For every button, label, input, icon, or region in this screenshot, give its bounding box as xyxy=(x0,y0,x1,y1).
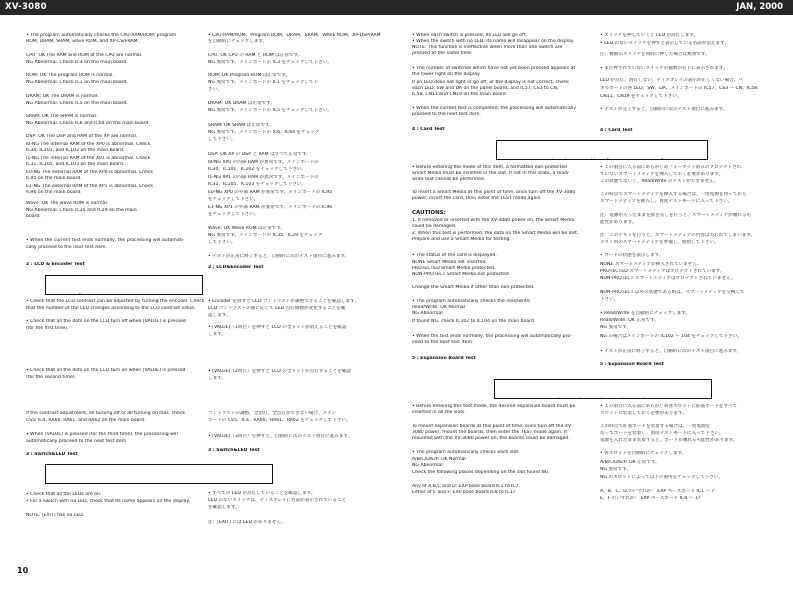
body-line: ネルボードの各 LED、SW、DA、メインボードの IC57、CS3 ～ CN、IC58、 xyxy=(600,86,762,91)
result-line: I0-NG XP0 の内部 RAM が異常です。メインボードの xyxy=(208,160,319,165)
body-line: NON-PROTECT スマートメディアはプロテクトされていません。 xyxy=(600,276,736,281)
body-line: • For a switch with no LED, check that its name appears on the display. xyxy=(26,499,190,504)
body-line: NG Abnormal xyxy=(412,311,443,316)
body-line: A、B、C、D のいずれか： EXP ベースボード IC1 ～ 7 xyxy=(600,489,715,494)
body-line: NON-PROTECT 以外の状態である時は、スマートメディアを交換して xyxy=(600,290,745,295)
section-title: 4 : Card Test xyxy=(600,128,633,133)
body-line: • Encoder を回すと LCD コントラストが調整できることを確認します。 xyxy=(208,299,359,304)
body-line: この状態でないと、Read/Write のテストができません。 xyxy=(600,179,719,184)
result-line: NG Abnormal. Check IC35 and IC29 on the main xyxy=(26,208,137,213)
body-line: • すべての LED が点灯していることを確認します。 xyxy=(208,491,316,496)
body-line: • LED のないスイッチを押すと表示している名前が消えます。 xyxy=(600,41,729,46)
result-line: I1-NG XP1 の内部 RAM が異常です。メインボードの xyxy=(208,175,319,180)
section-title: 3 : Switch&LED Test xyxy=(208,448,260,453)
body-line: To mount expansion boards at this point of time, once turn off the XV- xyxy=(412,424,573,429)
result-line: して下さい。 xyxy=(208,240,236,245)
result-line: E0-NG XP0 の外部 RAM が異常です。メインボードの IC95 xyxy=(208,190,333,195)
body-line: • The program automatically checks the read/write. xyxy=(412,299,532,304)
body-line: mounted with the XV-3080 power on, the boards could be damaged. xyxy=(412,436,570,441)
result-line: DSP: OK XP の DSP と RAM はすべて正常です。 xyxy=(208,152,311,157)
result-line: NG 異常です。メインボードの IC5 をチェックして下さい。 xyxy=(208,108,332,113)
body-line: If an LED does not light or go off, or the display is not correct, check xyxy=(412,80,569,85)
body-line: • When the test ends normally, the processing will automatically pro- xyxy=(412,334,572,339)
body-line: inserted in all the slots. xyxy=(412,410,466,415)
body-line: • テストが正常に終了すると、自動的に次のテスト項目に進みます。 xyxy=(600,349,742,354)
body-line: • Check that all the dots on the LCD turn on when [VALUE] is pressed xyxy=(26,368,186,373)
body-line: LCD コントラストの値に応じて LED 点灯個数が変化することを確 xyxy=(208,306,346,311)
body-line: • The number of switches which have not yet been pressed appears at xyxy=(412,66,576,71)
body-line: write test cannot be performed. xyxy=(412,177,486,182)
result-line: をチェックして下さい。 xyxy=(208,197,259,202)
body-line: NONE スマートメディアが挿入されていません。 xyxy=(600,262,702,267)
result-line: DSP: OK The DSP and RAM of the XP are normal. xyxy=(26,134,138,139)
result-line: をチェックして下さい。 xyxy=(208,212,259,217)
result-line: IC31、IC105、IC103 をチェックして下さい。 xyxy=(208,182,307,187)
body-line: NG の場合はメインボードの IC102 ～ 104 をチェックして下さい。 xyxy=(600,334,742,339)
body-line: NOTE: [EXIT] has no LED. xyxy=(26,513,85,518)
body-line: If the contrast adjustment, all turning off or all turning on fails, check xyxy=(26,411,186,416)
result-line: CPU: OK CPU の RAM と ROM は正常です。 xyxy=(208,53,303,58)
page-number: 10 xyxy=(17,566,29,575)
body-line: NG 異常です。 xyxy=(600,325,632,330)
result-line: さい。 xyxy=(208,87,222,92)
body-line: NG Abnormal xyxy=(412,463,443,468)
body-line: A/B/C/D/E/F: OK 正常です。 xyxy=(600,460,660,465)
body-line: この時点でスマートメディアを挿入する場合は、一度電源を切ってから xyxy=(600,192,747,197)
lcd-display xyxy=(494,379,712,399)
body-line: • Check that all the LEDs are on. xyxy=(26,492,102,497)
body-line: • Check that the LCD contrast can be adjusted by turning the encoder. Check xyxy=(26,299,205,304)
cautions-heading: CAUTIONS: xyxy=(412,210,446,216)
body-line: Change the Smart Media if other than non-protected. xyxy=(412,285,535,290)
body-line: Read/Write: OK 正常です。 xyxy=(600,318,659,323)
body-line: A/B/C/D/E/F: OK Normal xyxy=(412,457,466,462)
body-line: スマートメディアを挿入し、再度テストモードに入って下さい。 xyxy=(600,199,733,204)
header-bar xyxy=(0,0,793,15)
result-line: Wave: OK The wave ROM is normal. xyxy=(26,201,109,206)
result-line: E1-NG The external RAM of the XP1 is abnormal. Check xyxy=(26,184,154,189)
body-line: • 各スロットを自動的にチェックします。 xyxy=(600,451,687,456)
body-line: します。 xyxy=(208,376,227,381)
body-line: • この項目に入る前にあらかじめフォーマット済みのプロテクトされ xyxy=(600,165,742,170)
result-line: IC31, IC105, and IC103 on the main board. xyxy=(26,162,125,167)
body-line: automatically proceed to the next test item. xyxy=(26,439,128,444)
body-line: • Before entering this test mode, the desired expansion board must be xyxy=(412,404,576,409)
body-line: • The status of the card is displayed. xyxy=(412,253,497,258)
body-line: power, insert the card, then enter the TEST mode again. xyxy=(412,196,542,201)
body-line: 電源を入れたまま装着すると、ボードが壊れる可能性があります。 xyxy=(600,438,738,443)
body-line: NG のスロットによって以下の箇所をチェックして下さい。 xyxy=(600,475,724,480)
result-line: NG Abnormal. Check IC5 on the main board. xyxy=(26,101,128,106)
section-title: 5 : Expansion Board Test xyxy=(600,362,664,367)
body-line: cally proceed to the next test item. xyxy=(26,245,107,250)
body-line: 1. If removed or inserted with the XV-3080 power on, the Smart Media xyxy=(412,218,575,223)
body-line: PROTECTED Smart Media protected. xyxy=(412,266,496,271)
body-line: コントラストの調整、全消灯、全点灯ができない場合、メイン xyxy=(208,411,337,416)
result-line: I0-NG The internal RAM of the XP0 is abnormal. Check xyxy=(26,142,151,147)
intro-line: • The program automatically checks the CPU-RAM/ROM, program xyxy=(26,33,177,38)
body-line: • テストが完了すると、自動的に次のテスト項目に進みます。 xyxy=(600,107,728,112)
model-name: XV-3080 xyxy=(5,2,47,12)
result-line: SRAM: OK SRAM は正常です。 xyxy=(208,123,274,128)
body-line: • Read/Write を自動的にチェックします。 xyxy=(600,311,691,316)
result-line: NG Abnormal. Check IC1 on the main board. xyxy=(26,80,128,85)
result-line: E0-NG The external RAM of the XP0 is abnormal. Check xyxy=(26,170,154,175)
body-line: ceed to the next test item. xyxy=(412,340,474,345)
body-line: • [VALUE]（3回目）を押すと、自動的に次のテスト項目に進みます。 xyxy=(208,434,353,439)
result-line: NG Abnormal. Check IC6 and IC64 on the main board. xyxy=(26,121,150,126)
body-line: E、F のいずれか： EXP ベースボード IC8 ～ 17 xyxy=(600,496,701,501)
result-line: DRAM: OK DRAM は正常です。 xyxy=(208,101,276,106)
body-line: • When [VALUE] is pressed (for the third time), the processing will xyxy=(26,432,178,437)
lcd-display xyxy=(496,140,708,160)
body-line: IC58, CN11 and CN19 on the main board. xyxy=(412,92,508,97)
body-line: each LED, SW and DA on the panel board, and IC57, CS3 to CN, xyxy=(412,86,559,91)
result-line: E1-NG XP1 の外部 RAM が異常です。メインボードの IC96 xyxy=(208,205,333,210)
body-line: Check the following places depending on the slot found NG. xyxy=(412,470,550,475)
body-line: します。 xyxy=(208,332,227,337)
body-line: 能性があります。 xyxy=(600,220,637,225)
body-line: the lower right on the display. xyxy=(412,72,481,77)
body-line: を確認します。 xyxy=(208,505,240,510)
lcd-line xyxy=(49,293,199,295)
body-line: pressed at the same time. xyxy=(412,51,473,56)
body-line: ていないスマートメディアを挿入しておく必要があります。 xyxy=(600,172,724,177)
result-line: CPU: OK The RAM and ROM of the CPU are normal. xyxy=(26,53,143,58)
body-line: LED が点灯、消灯しない、ディスプレイの表示が正しくない場合、パ xyxy=(600,78,743,83)
result-line: SRAM: OK The SRAM is normal. xyxy=(26,114,98,119)
intro-line: ROM, DRAM, SRAM, wave ROM, and XP-CS/FRAM. xyxy=(26,39,139,44)
result-line: して下さい。 xyxy=(208,137,236,142)
section-title: 2 : LCD&Encoder Test xyxy=(208,265,264,270)
body-line: NON-PROTECT Smart Media not protected. xyxy=(412,272,511,277)
result-line: NG 異常です。メインボードの IC35、IC29 をチェック xyxy=(208,233,323,238)
body-line: Read/Write: OK Normal xyxy=(412,305,465,310)
result-line: IC96 on the main board. xyxy=(26,190,82,195)
body-line: (for the first time). xyxy=(26,326,69,331)
intro-line: • CPU-RAM/ROM、Program ROM、DRAM、SRAM、WAVE ROM、XP-DSP/RAM xyxy=(208,33,381,38)
body-line: 注：複数のスイッチを同時に押した場合は無効です。 xyxy=(600,52,710,57)
result-line: NG 異常です。メインボードの IC6、IC64 をチェック xyxy=(208,130,320,135)
body-line: LED のないスイッチは、ディスプレイに名前が表示されていること xyxy=(208,498,347,503)
body-line: NONE Smart Media not inserted. xyxy=(412,260,487,265)
body-line: CS5, IC4, RA60, RA61, and RA62 on the main board. xyxy=(26,418,146,423)
body-line: • まだ押されていないスイッチの個数が右下に表示されます。 xyxy=(600,66,728,71)
body-line: 注：[EXIT] には LED がありません。 xyxy=(208,520,286,525)
result-line: NG 異常です。メインボードの IC3 をチェックして下さい。 xyxy=(208,60,332,65)
body-line: proceed to the next test item. xyxy=(412,112,481,117)
body-line: To insert a Smart Media at this point of time, once turn off the XV-3080 xyxy=(412,190,576,195)
section-title: 3 : Switch&LED Test xyxy=(26,452,78,457)
body-line: • When the current test is completed, the processing will automatically xyxy=(412,106,577,111)
body-line: • スイッチを押していくと LED が消灯します。 xyxy=(600,33,699,38)
body-line: • テストが正常に終了すると、自動的に次のテスト項目に進みます。 xyxy=(208,254,350,259)
result-line: NG 異常です。メインボードの IC1 をチェックして下 xyxy=(208,80,319,85)
body-line: • When each switch is pressed, its LED will go off. xyxy=(412,33,527,38)
body-line: スロットに装着しておく必要があります。 xyxy=(600,411,687,416)
result-line: ROM: OK Program ROM は正常です。 xyxy=(208,73,291,78)
lcd-display xyxy=(45,275,203,295)
result-line: IC30、IC101、IC102 をチェックして下さい。 xyxy=(208,167,307,172)
body-line: • カードの状態を表示します。 xyxy=(600,253,664,258)
result-line: IC95 on the main board. xyxy=(26,176,82,181)
body-line: • Before entering the mode of this item, a formatted non-protected xyxy=(412,165,568,170)
result-line: Wave: OK Wave ROM は正常です。 xyxy=(208,226,286,231)
lcd-line xyxy=(498,397,708,399)
result-line: DRAM: OK The DRAM is normal. xyxy=(26,94,99,99)
result-line: ROM: OK The program ROM is normal. xyxy=(26,73,114,78)
body-line: • この項目に入る前にあらかじめ各スロットに拡張ボードをすべて xyxy=(600,404,738,409)
body-line: Prepare and use a Smart Media for testing. xyxy=(412,237,511,242)
section-title: 5 : Expansion Board Test xyxy=(412,356,476,361)
body-line: 認します。 xyxy=(208,313,231,318)
result-line: NG Abnormal. Check IC3 on the main board. xyxy=(26,60,128,65)
document-date: JAN, 2000 xyxy=(736,2,783,12)
result-line: IC30, IC101, and IC102 on the main board. xyxy=(26,148,125,153)
body-line: (for the second time). xyxy=(26,375,77,380)
body-line: If found NG, check IC102 to IC104 on the main board. xyxy=(412,319,536,324)
lcd-line xyxy=(500,158,704,160)
body-line: Either of E and F: EXP base board IC8 to IC17 xyxy=(412,490,516,495)
body-line: CN11、CN19 をチェックして下さい。 xyxy=(600,94,682,99)
body-line: • [VALUE]（1回目）を押すと LCD の全ドットが消えることを確認 xyxy=(208,325,347,330)
body-line: 切ってボードを装着し、再度テストモードに入って下さい。 xyxy=(600,431,724,436)
body-line: • When the current test ends normally, the processing will automati- xyxy=(26,238,185,243)
body-line: 注：このテストを行うと、スマートメディアの内容は失われてしまいます。 xyxy=(600,233,756,238)
result-line: board. xyxy=(26,214,41,219)
body-line: could be damaged. xyxy=(412,224,457,229)
result-line: I1-NG The internal RAM of the XP1 is abnormal. Check xyxy=(26,156,151,161)
body-line: PROTECTED スマートメディアはプロテクトされています。 xyxy=(600,269,725,274)
body-line: 下さい。 xyxy=(600,297,619,302)
body-line: ボードの CS5、IC4、RA60、RA61、RA62 をチェックして下さい。 xyxy=(208,418,351,423)
body-line: この時点で拡張ボードを装着する場合は、一度電源を xyxy=(600,424,711,429)
body-line: 2. When this test is performed, the data on the Smart Media will be lost. xyxy=(412,231,579,236)
body-line: Smart Media must be inserted in the slot. If not in this state, a read/ xyxy=(412,171,569,176)
section-title: 4 : Card Test xyxy=(412,127,445,132)
body-line: • When the switch with no LED, its name will disappear on the display. xyxy=(412,39,575,44)
body-line: 3080 power, mount the boards, then enter the TEST mode again. If xyxy=(412,430,567,435)
body-line: NOTE: This function is ineffective when more than one switch are xyxy=(412,45,563,50)
intro-line: を自動的にチェックします。 xyxy=(208,39,268,44)
body-line: 注：電源が入ったままを抜き差しを行うと、スマートメディアが壊れる可 xyxy=(600,213,752,218)
body-line: • The program automatically checks each slot. xyxy=(412,450,520,455)
body-line: • [VALUE]（2回目）を押すと LCD の全ドットが点灯することを確認 xyxy=(208,369,351,374)
body-line: NG 異常です。 xyxy=(600,467,632,472)
lcd-display xyxy=(45,464,273,484)
body-line: テスト用のスマートメディアを準備し、使用して下さい。 xyxy=(600,240,719,245)
section-title: 2 : LCD & Encoder Test xyxy=(26,262,85,267)
body-line: that the number of the LED changes according to the LCD contrast value. xyxy=(26,306,196,311)
lcd-line xyxy=(49,482,269,484)
body-line: Any of A,B,C and D: EXP base board IC1 to IC7 xyxy=(412,484,519,489)
body-line: • Check that all the dots on the LCD turn off when [VALUE] is pressed xyxy=(26,319,186,324)
